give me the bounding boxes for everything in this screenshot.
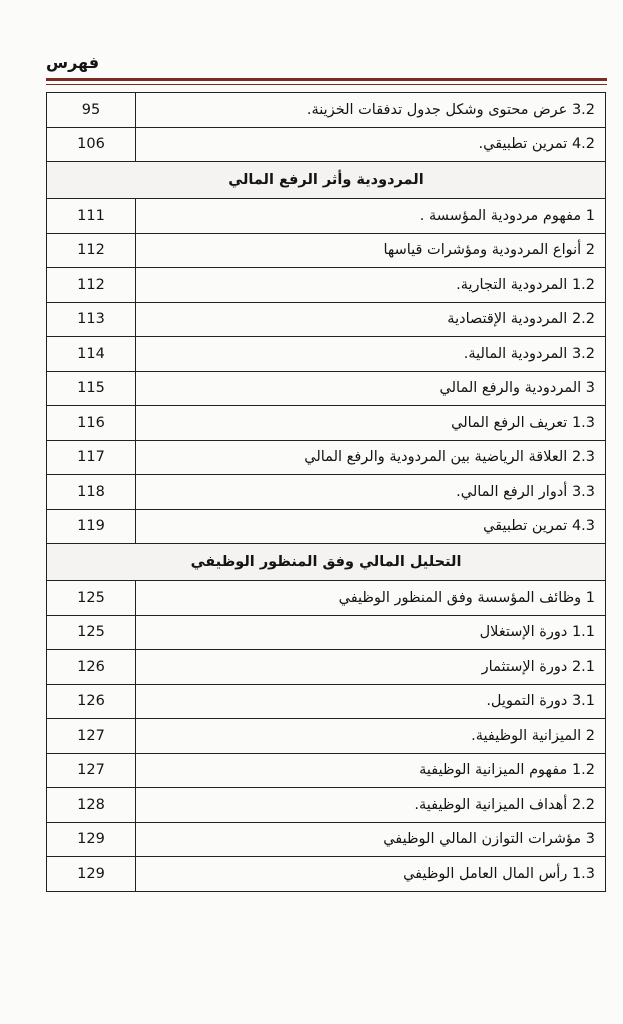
toc-section-row — [47, 162, 606, 199]
toc-entry-title: 1.3 تعريف الرفع المالي — [136, 406, 606, 441]
toc-section-title: المردودية وأثر الرفع المالي — [47, 162, 606, 199]
toc-page-number: 118 — [47, 475, 136, 510]
toc-entry-title: 2.1 دورة الإستثمار — [136, 650, 606, 685]
toc-row — [47, 581, 606, 616]
toc-entry-title: 1 مفهوم مردودية المؤسسة . — [136, 199, 606, 234]
toc-page-number: 127 — [47, 719, 136, 754]
toc-row — [47, 93, 606, 128]
toc-page-number: 113 — [47, 302, 136, 337]
toc-row — [47, 753, 606, 788]
toc-row — [47, 127, 606, 162]
toc-page-number: 116 — [47, 406, 136, 441]
toc-page-number: 115 — [47, 371, 136, 406]
toc-page-number: 112 — [47, 268, 136, 303]
toc-page-number: 127 — [47, 753, 136, 788]
toc-page-number: 117 — [47, 440, 136, 475]
toc-entry-title: 1.2 المردودية التجارية. — [136, 268, 606, 303]
toc-row — [47, 822, 606, 857]
page-header-title: فهرس — [46, 53, 100, 72]
toc-page-number: 129 — [47, 857, 136, 892]
toc-page-number: 106 — [47, 127, 136, 162]
toc-page-number: 125 — [47, 615, 136, 650]
toc-entry-title: 2.2 المردودية الإقتصادية — [136, 302, 606, 337]
toc-table — [46, 92, 606, 892]
toc-row — [47, 268, 606, 303]
toc-section-row — [47, 544, 606, 581]
toc-row — [47, 406, 606, 441]
header-rule — [46, 78, 607, 81]
toc-row — [47, 684, 606, 719]
toc-page-number: 129 — [47, 822, 136, 857]
toc-entry-title: 1.3 رأس المال العامل الوظيفي — [136, 857, 606, 892]
toc-section-title: التحليل المالي وفق المنظور الوظيفي — [47, 544, 606, 581]
toc-entry-title: 3 مؤشرات التوازن المالي الوظيفي — [136, 822, 606, 857]
toc-row — [47, 440, 606, 475]
toc-row — [47, 233, 606, 268]
toc-page-number: 119 — [47, 509, 136, 544]
toc-row — [47, 199, 606, 234]
toc-entry-title: 2.2 أهداف الميزانية الوظيفية. — [136, 788, 606, 823]
toc-row — [47, 337, 606, 372]
toc-entry-title: 1.2 مفهوم الميزانية الوظيفية — [136, 753, 606, 788]
toc-row — [47, 788, 606, 823]
toc-entry-title: 3.2 عرض محتوى وشكل جدول تدفقات الخزينة. — [136, 93, 606, 128]
toc-entry-title: 4.2 تمرين تطبيقي. — [136, 127, 606, 162]
header-rule-thin — [46, 84, 607, 85]
toc-entry-title: 1 وظائف المؤسسة وفق المنظور الوظيفي — [136, 581, 606, 616]
toc-entry-title: 3.3 أدوار الرفع المالي. — [136, 475, 606, 510]
toc-row — [47, 719, 606, 754]
toc-row — [47, 509, 606, 544]
toc-entry-title: 3 المردودية والرفع المالي — [136, 371, 606, 406]
toc-entry-title: 2 أنواع المردودية ومؤشرات قياسها — [136, 233, 606, 268]
toc-entry-title: 2 الميزانية الوظيفية. — [136, 719, 606, 754]
toc-row — [47, 371, 606, 406]
toc-page-number: 114 — [47, 337, 136, 372]
toc-page-number: 95 — [47, 93, 136, 128]
toc-entry-title: 3.2 المردودية المالية. — [136, 337, 606, 372]
toc-entry-title: 2.3 العلاقة الرياضية بين المردودية والرفع المالي — [136, 440, 606, 475]
toc-page-number: 125 — [47, 581, 136, 616]
toc-row — [47, 302, 606, 337]
toc-entry-title: 1.1 دورة الإستغلال — [136, 615, 606, 650]
toc-page-number: 126 — [47, 684, 136, 719]
toc-row — [47, 475, 606, 510]
toc-page-number: 112 — [47, 233, 136, 268]
toc-page-number: 126 — [47, 650, 136, 685]
toc-page-number: 111 — [47, 199, 136, 234]
toc-row — [47, 857, 606, 892]
toc-entry-title: 4.3 تمرين تطبيقي — [136, 509, 606, 544]
toc-entry-title: 3.1 دورة التمويل. — [136, 684, 606, 719]
toc-row — [47, 615, 606, 650]
toc-row — [47, 650, 606, 685]
toc-page-number: 128 — [47, 788, 136, 823]
